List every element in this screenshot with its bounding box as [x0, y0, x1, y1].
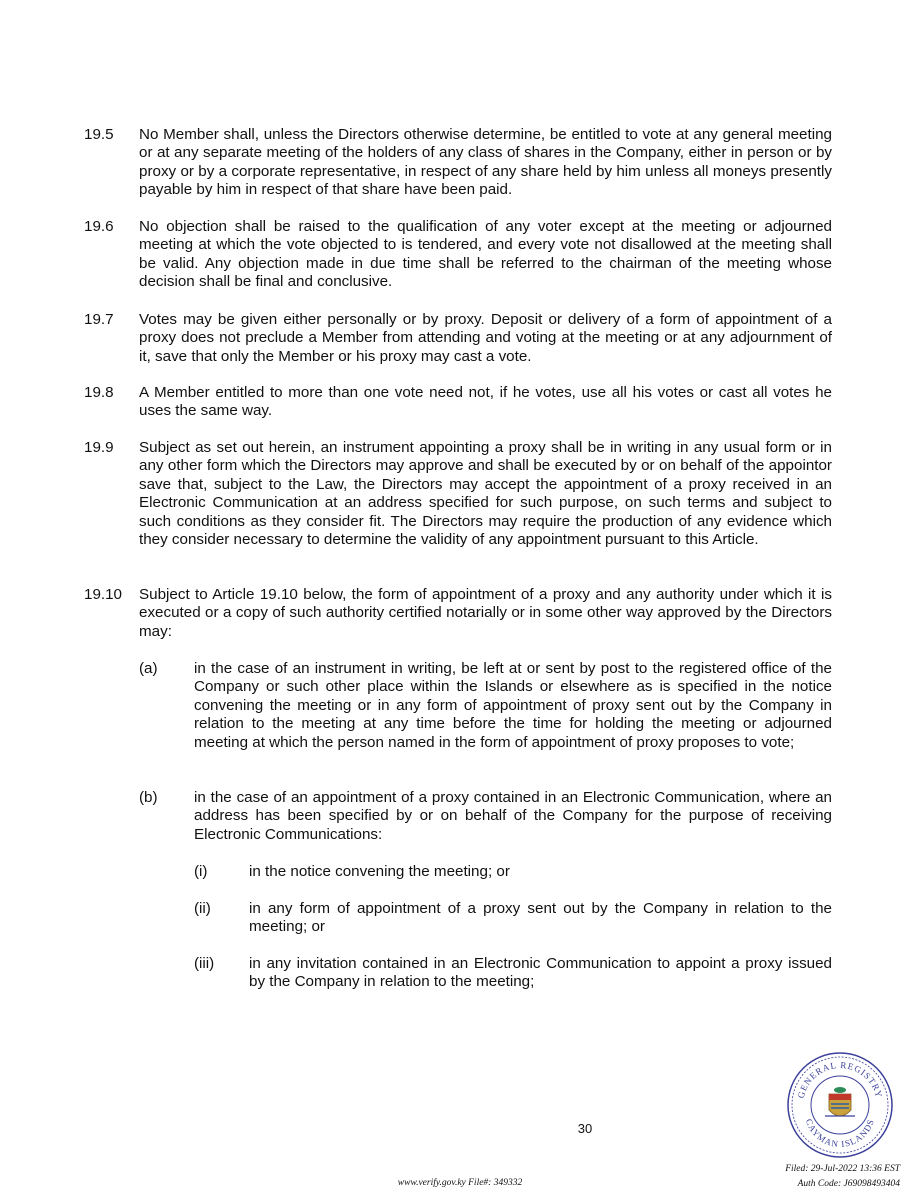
registry-seal-icon [785, 1050, 895, 1160]
subclause-text: in the case of an appointment of a proxy contained in an Electronic Communication, where an address has been specified by or on behalf of the Company for the purpose of receiving Electronic Communications: [194, 789, 832, 843]
clause-19-8 [84, 384, 832, 421]
subclause-number: (b) [139, 789, 158, 806]
subclause-number: (a) [139, 660, 158, 677]
clause-19-10 [84, 586, 832, 641]
clause-text: Votes may be given either personally or by proxy. Deposit or delivery of a form of appointment of a proxy does not preclude a Member from attending and voting at the meeting or at any adjournment of it, save that only the Member or his proxy may cast a vote. [139, 311, 832, 365]
footer-verify-url: www.verify.gov.ky File#: 349332 [397, 1178, 523, 1188]
auth-code: Auth Code: J69098493404 [797, 1179, 900, 1189]
subclause-text: in the case of an instrument in writing, be left at or sent by post to the registered office of the Company or such other place within the Islands or elsewhere as is specified in the notice convening the meeting or in any form of appointment of proxy sent out by the Company in relation to the meeting at any time before the time for holding the meeting or adjourned meeting at which the person named in the form of appointment of proxy proposes to vote; [194, 660, 832, 751]
svg-text:GENERAL REGISTRY [796, 1060, 885, 1099]
subsubclause-ii [194, 900, 832, 937]
clause-19-7 [84, 311, 832, 366]
subsubclause-number: (ii) [194, 900, 211, 917]
clause-19-5 [84, 126, 832, 200]
seal-top-text: GENERAL REGISTRY [795, 1059, 885, 1100]
coat-of-arms-icon [825, 1087, 855, 1116]
seal-bottom-text: CAYMAN ISLANDS [803, 1117, 877, 1150]
subsubclause-number: (iii) [194, 955, 215, 972]
clause-number: 19.9 [84, 439, 114, 456]
svg-text:CAYMAN ISLANDS [804, 1117, 876, 1149]
clause-text: Subject to Article 19.10 below, the form of appointment of a proxy and any authority under which it is executed or a copy of such authority certified notarially or in some other way approved by the Directors may: [139, 586, 832, 640]
clause-number: 19.6 [84, 218, 114, 235]
subsubclause-text: in the notice convening the meeting; or [249, 863, 510, 880]
clause-number: 19.8 [84, 384, 114, 401]
subsubclause-i [194, 863, 832, 881]
clause-number: 19.7 [84, 311, 114, 328]
filed-date: Filed: 29-Jul-2022 13:36 EST [785, 1164, 900, 1174]
clause-number: 19.10 [84, 586, 123, 603]
subsubclause-text: in any invitation contained in an Electronic Communication to appoint a proxy issued by the Company in relation to the meeting; [249, 955, 832, 991]
subclause-b [139, 789, 832, 844]
clause-text: A Member entitled to more than one vote need not, if he votes, use all his votes or cast all votes he uses the same way. [139, 384, 832, 420]
clause-19-9 [84, 439, 832, 549]
clause-text: Subject as set out herein, an instrument appointing a proxy shall be in writing in any usual form or in any other form which the Directors may approve and shall be executed by or on behalf of the appointor save that, subject to the Law, the Directors may accept the appointment of a proxy received in an Electronic Communication at an address specified for such purpose, on such terms and subject to such conditions as they consider fit. The Directors may require the production of any evidence which they consider necessary to determine the validity of any appointment pursuant to this Article. [139, 439, 832, 549]
subclause-a [139, 660, 832, 752]
page-number: 30 [577, 1121, 593, 1136]
clause-19-6 [84, 218, 832, 292]
clause-text: No Member shall, unless the Directors otherwise determine, be entitled to vote at any general meeting or at any separate meeting of the holders of any class of shares in the Company, either in person or by proxy or by a corporate representative, in respect of any share held by him unless all moneys presently payable by him in respect of that share have been paid. [139, 126, 832, 199]
clause-number: 19.5 [84, 126, 114, 143]
subsubclause-number: (i) [194, 863, 208, 880]
subsubclause-text: in any form of appointment of a proxy sent out by the Company in relation to the meeting; or [249, 900, 832, 936]
clause-text: No objection shall be raised to the qualification of any voter except at the meeting or adjourned meeting at which the vote objected to is tendered, and every vote not disallowed at the meeting shall be valid. Any objection made in due time shall be referred to the chairman of the meeting whose decision shall be final and conclusive. [139, 218, 832, 291]
subsubclause-iii [194, 955, 832, 992]
filing-stamp [760, 1162, 900, 1192]
